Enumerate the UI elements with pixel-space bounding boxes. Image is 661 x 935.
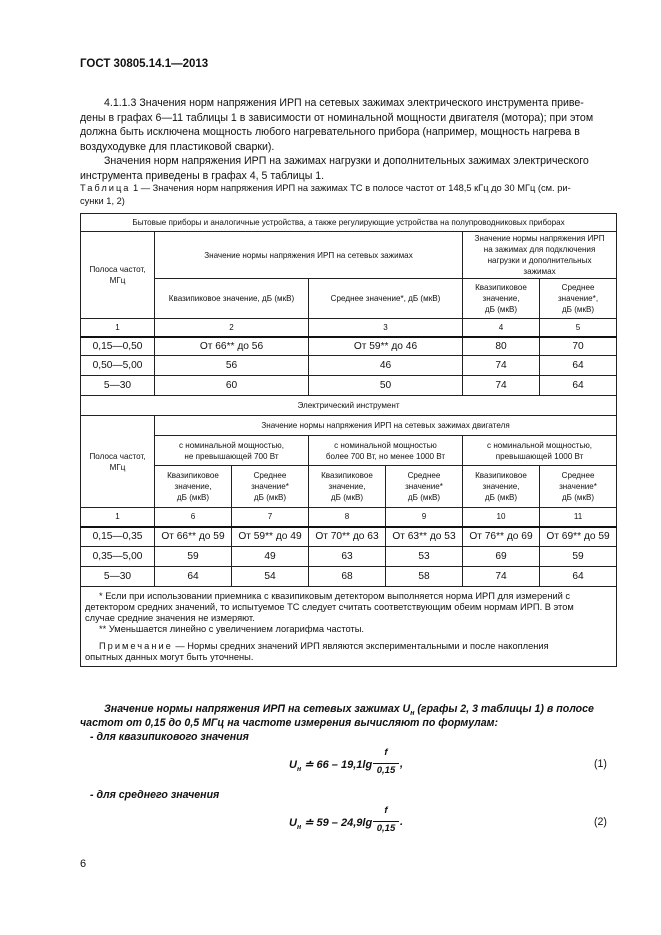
table-cell: 74 [463, 356, 540, 376]
avg-load-header [540, 279, 617, 319]
text-span: зажимах [523, 267, 556, 276]
text-span: дБ (мкВ) [561, 305, 595, 314]
table-cell: 49 [232, 547, 309, 567]
table-cell: 64 [540, 376, 617, 396]
text-span: опытных данных могут быть уточнены. [85, 652, 254, 662]
text-span: Примечание [99, 641, 173, 651]
table-cell: 53 [386, 547, 463, 567]
table-cell: 56 [155, 356, 309, 376]
text-span: f [384, 805, 388, 816]
text-span: , [400, 758, 404, 770]
text-span: значение*, [557, 294, 599, 303]
text-span: МГц [109, 276, 126, 285]
table-cell: 64 [155, 567, 232, 587]
text-span: Полоса частот, [89, 451, 146, 461]
text-span: Значение нормы напряжения ИРП на сетевых зажимах U [104, 703, 411, 715]
paragraph-line: инструмента приведены в графах 4, 5 таблицы 1. [80, 169, 325, 182]
text-span: на зажимах для подключения [483, 245, 596, 254]
paragraph-4-1-1-3 [80, 96, 616, 154]
text-span: дБ (мкВ) [330, 493, 364, 502]
table-cell: 50 [309, 376, 463, 396]
table-cell: 0,15—0,50 [81, 337, 155, 356]
power-700-1000w-header [309, 436, 463, 466]
text-span: значение, [174, 482, 212, 491]
table-cell: 1 [81, 319, 155, 337]
text-span: дБ (мкВ) [253, 493, 287, 502]
table-cell: 68 [309, 567, 386, 587]
text-span: превышающей 1000 Вт [495, 451, 584, 461]
text-span: Среднее [253, 471, 287, 480]
table-cell: 5—30 [81, 567, 155, 587]
table-cell: От 70** до 63 [309, 527, 386, 547]
formula-intro-line [104, 703, 594, 717]
table-cell: 54 [232, 567, 309, 587]
text-span: f [384, 747, 388, 758]
text-span: (1) [594, 758, 607, 770]
table-cell: 64 [540, 356, 617, 376]
paragraph-line: Значения норм напряжения ИРП на зажимах нагрузки и дополнительных зажимах электрического [104, 155, 589, 167]
section-title-power-tools: Электрический инструмент [81, 396, 617, 416]
text-span: с номинальной мощностью, [179, 440, 284, 450]
text-span: дБ (мкВ) [484, 493, 518, 502]
table-cell: 9 [386, 508, 463, 527]
table-cell: 11 [540, 508, 617, 527]
table-cell: 2 [155, 319, 309, 337]
formula-label-avg: - для среднего значения [90, 789, 220, 801]
table-row [81, 356, 617, 376]
text-span: ≐ 66 – 19,1lg [301, 759, 373, 771]
power-le-700w-header [155, 436, 309, 466]
table-remark [85, 641, 612, 663]
text-span: с номинальной мощностью [334, 440, 437, 450]
paragraph-line: 4.1.1.3 Значения норм напряжения ИРП на сетевых зажимах электрического инструмента приве- [104, 97, 584, 109]
text-span: случае средние значения не измеряют. [85, 613, 255, 623]
qp-header [155, 466, 232, 508]
text-span: Квазипиковое [475, 471, 527, 480]
text-span: — Нормы средних значений ИРП являются экспериментальными и после накопления [172, 641, 549, 651]
table-cell: 80 [463, 337, 540, 356]
caption-label: Таблица [80, 183, 131, 193]
text-span: Квазипиковое [321, 471, 373, 480]
table-row [81, 376, 617, 396]
qp-load-header [463, 279, 540, 319]
qp-header [309, 466, 386, 508]
formula-label-qp: - для квазипикового значения [90, 731, 249, 743]
text-span: Среднее [407, 471, 441, 480]
paragraph-line: воздуходувке для пластиковой сварки). [80, 140, 275, 153]
table-cell: 58 [386, 567, 463, 587]
table-cell: 5—30 [81, 376, 155, 396]
text-span: Среднее [561, 283, 595, 292]
motor-header: Значение нормы напряжения ИРП на сетевых зажимах двигателя [155, 416, 617, 436]
qp-header [463, 466, 540, 508]
table-row [81, 337, 617, 356]
text-span: * Если при использовании приемника с квазипиковым детектором выполняется норма ИРП для измерений с [99, 591, 571, 601]
text-span: Среднее [561, 471, 595, 480]
freq-band-header-2 [81, 416, 155, 508]
text-span: значение* [251, 482, 289, 491]
text-span: значение, [482, 482, 520, 491]
text-span: дБ (мкВ) [484, 305, 518, 314]
text-span: значение, [328, 482, 366, 491]
text-span: U [289, 817, 297, 829]
avg-header: Среднее значение*, дБ (мкВ) [309, 279, 463, 319]
table-notes [81, 587, 617, 667]
text-span: МГц [109, 462, 126, 472]
caption-text: 1 — Значения норм напряжения ИРП на зажимах ТС в полосе частот от 148,5 кГц до 30 МГц (см. ри- [130, 183, 571, 193]
paragraph-load-terminals [80, 154, 616, 183]
text-span: н [296, 766, 302, 774]
column-numbers-row [81, 319, 617, 337]
text-span: Полоса частот, [89, 265, 146, 274]
text-span: н [296, 824, 302, 832]
mains-header: Значение нормы напряжения ИРП на сетевых зажимах [155, 232, 463, 279]
table-cell: 59 [155, 547, 232, 567]
table-cell: 70 [540, 337, 617, 356]
paragraph-line: должна быть исключена мощность любого нагревательного прибора (например, мощность нагрева в [80, 126, 580, 138]
footnote-double-asterisk: ** Уменьшается линейно с увеличением логарифма частоты. [99, 624, 364, 634]
table-cell: 0,15—0,35 [81, 527, 155, 547]
text-span: . [400, 816, 404, 828]
table-cell: 69 [463, 547, 540, 567]
text-span: более 700 Вт, но менее 1000 Вт [325, 451, 446, 461]
table-cell: 46 [309, 356, 463, 376]
page-number: 6 [80, 858, 87, 870]
table-cell: 3 [309, 319, 463, 337]
avg-header [232, 466, 309, 508]
table-cell: 60 [155, 376, 309, 396]
table-cell: 5 [540, 319, 617, 337]
text-span: дБ (мкВ) [407, 493, 441, 502]
text-span: значение* [405, 482, 443, 491]
text-span: значение* [559, 482, 597, 491]
table-cell: От 76** до 69 [463, 527, 540, 547]
table-cell: 8 [309, 508, 386, 527]
table-cell: От 69** до 59 [540, 527, 617, 547]
paragraph-line: дены в графах 6—11 таблицы 1 в зависимости от номинальной мощности двигателя (мотора); при этом [80, 111, 594, 124]
text-span: дБ (мкВ) [561, 493, 595, 502]
footnote-asterisk [85, 591, 612, 624]
text-span: Значение нормы напряжения ИРП [474, 234, 605, 243]
limits-table [80, 213, 617, 667]
table-row [81, 547, 617, 567]
table-cell: 6 [155, 508, 232, 527]
table-cell: 7 [232, 508, 309, 527]
text-span: детектором средних значений, то испытуемое ТС следует считать соответствующим обеим нормам ИРП. В этом [85, 602, 574, 612]
table-cell: 74 [463, 567, 540, 587]
table-cell: 10 [463, 508, 540, 527]
load-terminals-header [463, 232, 617, 279]
table-cell: От 66** до 56 [155, 337, 309, 356]
avg-header [540, 466, 617, 508]
text-span: 0,15 [376, 765, 396, 776]
avg-header [386, 466, 463, 508]
table-cell: 0,35—5,00 [81, 547, 155, 567]
table-row [81, 567, 617, 587]
qp-header: Квазипиковое значение, дБ (мкВ) [155, 279, 309, 319]
table-cell: 0,50—5,00 [81, 356, 155, 376]
table-cell: 1 [81, 508, 155, 527]
table-row [81, 527, 617, 547]
table-cell: 74 [463, 376, 540, 396]
text-span: значение, [482, 294, 520, 303]
text-span: нагрузки и дополнительных [487, 256, 592, 265]
document-header: ГОСТ 30805.14.1—2013 [80, 58, 209, 70]
table-cell: От 63** до 53 [386, 527, 463, 547]
text-span: Квазипиковое [475, 283, 527, 292]
table-cell: От 59** до 46 [309, 337, 463, 356]
text-span: Квазипиковое [167, 471, 219, 480]
table-cell: От 59** до 49 [232, 527, 309, 547]
text-span: не превышающей 700 Вт [184, 451, 279, 461]
text-span: ≐ 59 – 24,9lg [301, 817, 373, 829]
table-cell: 64 [540, 567, 617, 587]
caption-text: сунки 1, 2) [80, 196, 125, 206]
freq-band-header [81, 232, 155, 319]
text-span: с номинальной мощностью, [487, 440, 593, 450]
table-cell: 63 [309, 547, 386, 567]
text-span: (2) [594, 816, 607, 828]
table-cell: 4 [463, 319, 540, 337]
column-numbers-row [81, 508, 617, 527]
text-span: дБ (мкВ) [176, 493, 210, 502]
formula-intro-line: частот от 0,15 до 0,5 МГц на частоте измерения вычисляют по формулам: [80, 717, 498, 729]
text-span: (графы 2, 3 таблицы 1) в полосе [414, 703, 594, 715]
table-cell: 59 [540, 547, 617, 567]
table-cell: От 66** до 59 [155, 527, 232, 547]
text-span: U [289, 759, 297, 771]
table-caption [80, 182, 616, 208]
text-span: 0,15 [376, 823, 396, 834]
power-gt-1000w-header [463, 436, 617, 466]
section-title-household: Бытовые приборы и аналогичные устройства, а также регулирующие устройства на полупроводниковых приборах [81, 214, 617, 232]
text-span: н [410, 710, 415, 718]
